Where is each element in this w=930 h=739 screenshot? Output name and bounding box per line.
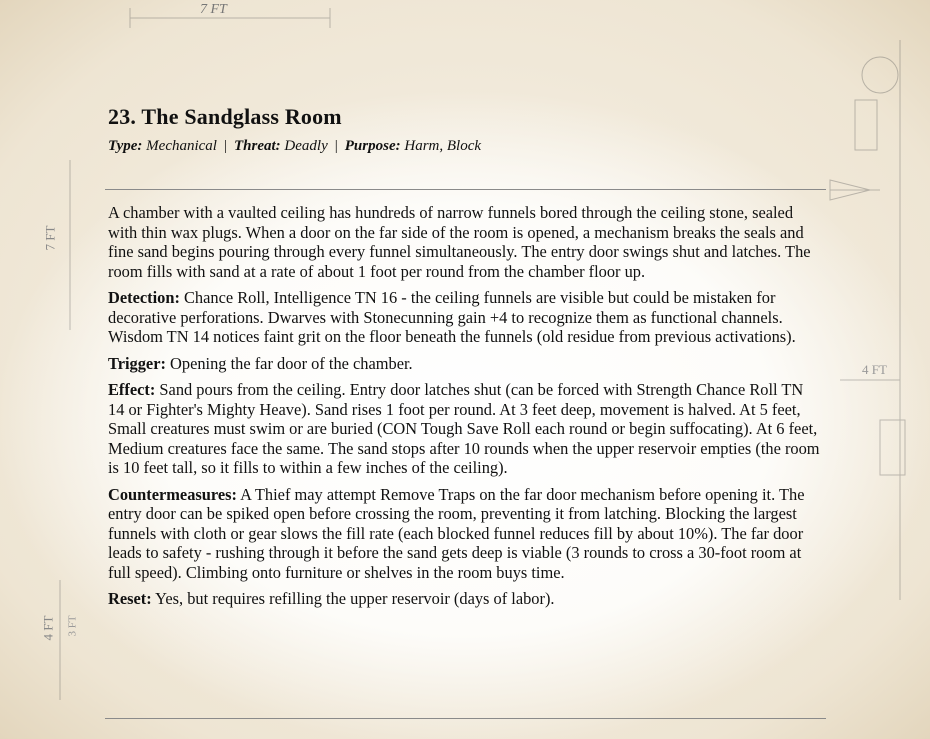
trigger-text: Opening the far door of the chamber. bbox=[165, 353, 413, 373]
countermeasures-label: Countermeasures: bbox=[108, 484, 237, 504]
separator: | bbox=[223, 138, 227, 154]
separator: | bbox=[334, 138, 338, 154]
bottom-divider bbox=[105, 718, 826, 719]
detection-text: Chance Roll, Intelligence TN 16 - the ceiling funnels are visible but could be mistaken for decorative perforations. Dwarves with Stonecunning gain +4 to recognize them as functional channels. Wisdom TN 14 notices faint grit on the floor beneath the funnels (old residue from previous activations). bbox=[108, 288, 796, 346]
detection-label: Detection: bbox=[108, 288, 180, 307]
type-value: Mechanical bbox=[146, 138, 217, 154]
reset-text: Yes, but requires refilling the upper reservoir (days of labor). bbox=[151, 589, 555, 608]
reset-label: Reset: bbox=[108, 589, 152, 608]
page-title: 23. The Sandglass Room bbox=[108, 104, 342, 129]
top-divider bbox=[105, 189, 826, 190]
effect-paragraph bbox=[108, 380, 820, 478]
sketch-label-4ft-left: 4 FT bbox=[40, 615, 56, 641]
description-paragraph bbox=[108, 203, 820, 281]
countermeasures-text: A Thief may attempt Remove Traps on the far door mechanism before opening it. The entry door can be spiked open before crossing the room, preventing it from latching. Blocking the largest funnels with cloth or gear slows the fill rate (each blocked funnel reduces fill by about 10%). The far door leads to safety - rushing through it before the sand gets deep is viable (3 rounds to cross a 30-foot room at full speed). Climbing onto furniture or shelves in the room buys time. bbox=[108, 484, 805, 582]
sketch-label-4ft-right: 4 FT bbox=[862, 362, 887, 377]
type-label: Type: bbox=[108, 138, 143, 154]
purpose-label: Purpose: bbox=[344, 138, 401, 154]
countermeasures-paragraph bbox=[108, 485, 820, 583]
sketch-label-7ft-top: 7 FT bbox=[200, 2, 227, 17]
detection-paragraph bbox=[108, 288, 820, 347]
purpose-value: Harm, Block bbox=[404, 138, 482, 154]
sketch-label-7ft-left: 7 FT bbox=[42, 225, 58, 251]
sketch-label-3ft-left: 3 FT bbox=[66, 615, 79, 637]
effect-label: Effect: bbox=[108, 380, 156, 399]
trigger-label: Trigger: bbox=[108, 353, 166, 373]
reset-paragraph bbox=[108, 589, 820, 609]
threat-value: Deadly bbox=[284, 138, 328, 154]
effect-text: Sand pours from the ceiling. Entry door latches shut (can be forced with Strength Chance Roll TN 14 or Fighter's Mighty Heave). Sand rises 1 foot per round. At 3 feet deep, movement is halved. At 5 feet, Small creatures must swim or are buried (CON Tough Save Roll each round or begin suffocating). At 6 feet, Medium creatures face the same. The sand stops after 10 rounds when the upper reservoir empties (the room is 10 feet tall, so it fills to within a few inches of the ceiling). bbox=[108, 380, 820, 477]
trap-header bbox=[108, 104, 824, 155]
description-text: A chamber with a vaulted ceiling has hundreds of narrow funnels bored through the ceiling stone, sealed with thin wax plugs. When a door on the far side of the room is opened, a mechanism breaks the seals and fine sand begins pouring through every funnel simultaneously. The entry door swings shut and latches. The room fills with sand at a rate of about 1 foot per round from the chamber floor up. bbox=[108, 203, 811, 281]
trap-meta bbox=[108, 138, 824, 155]
trigger-paragraph bbox=[108, 354, 820, 374]
trap-body bbox=[108, 203, 820, 616]
threat-label: Threat: bbox=[234, 138, 281, 154]
